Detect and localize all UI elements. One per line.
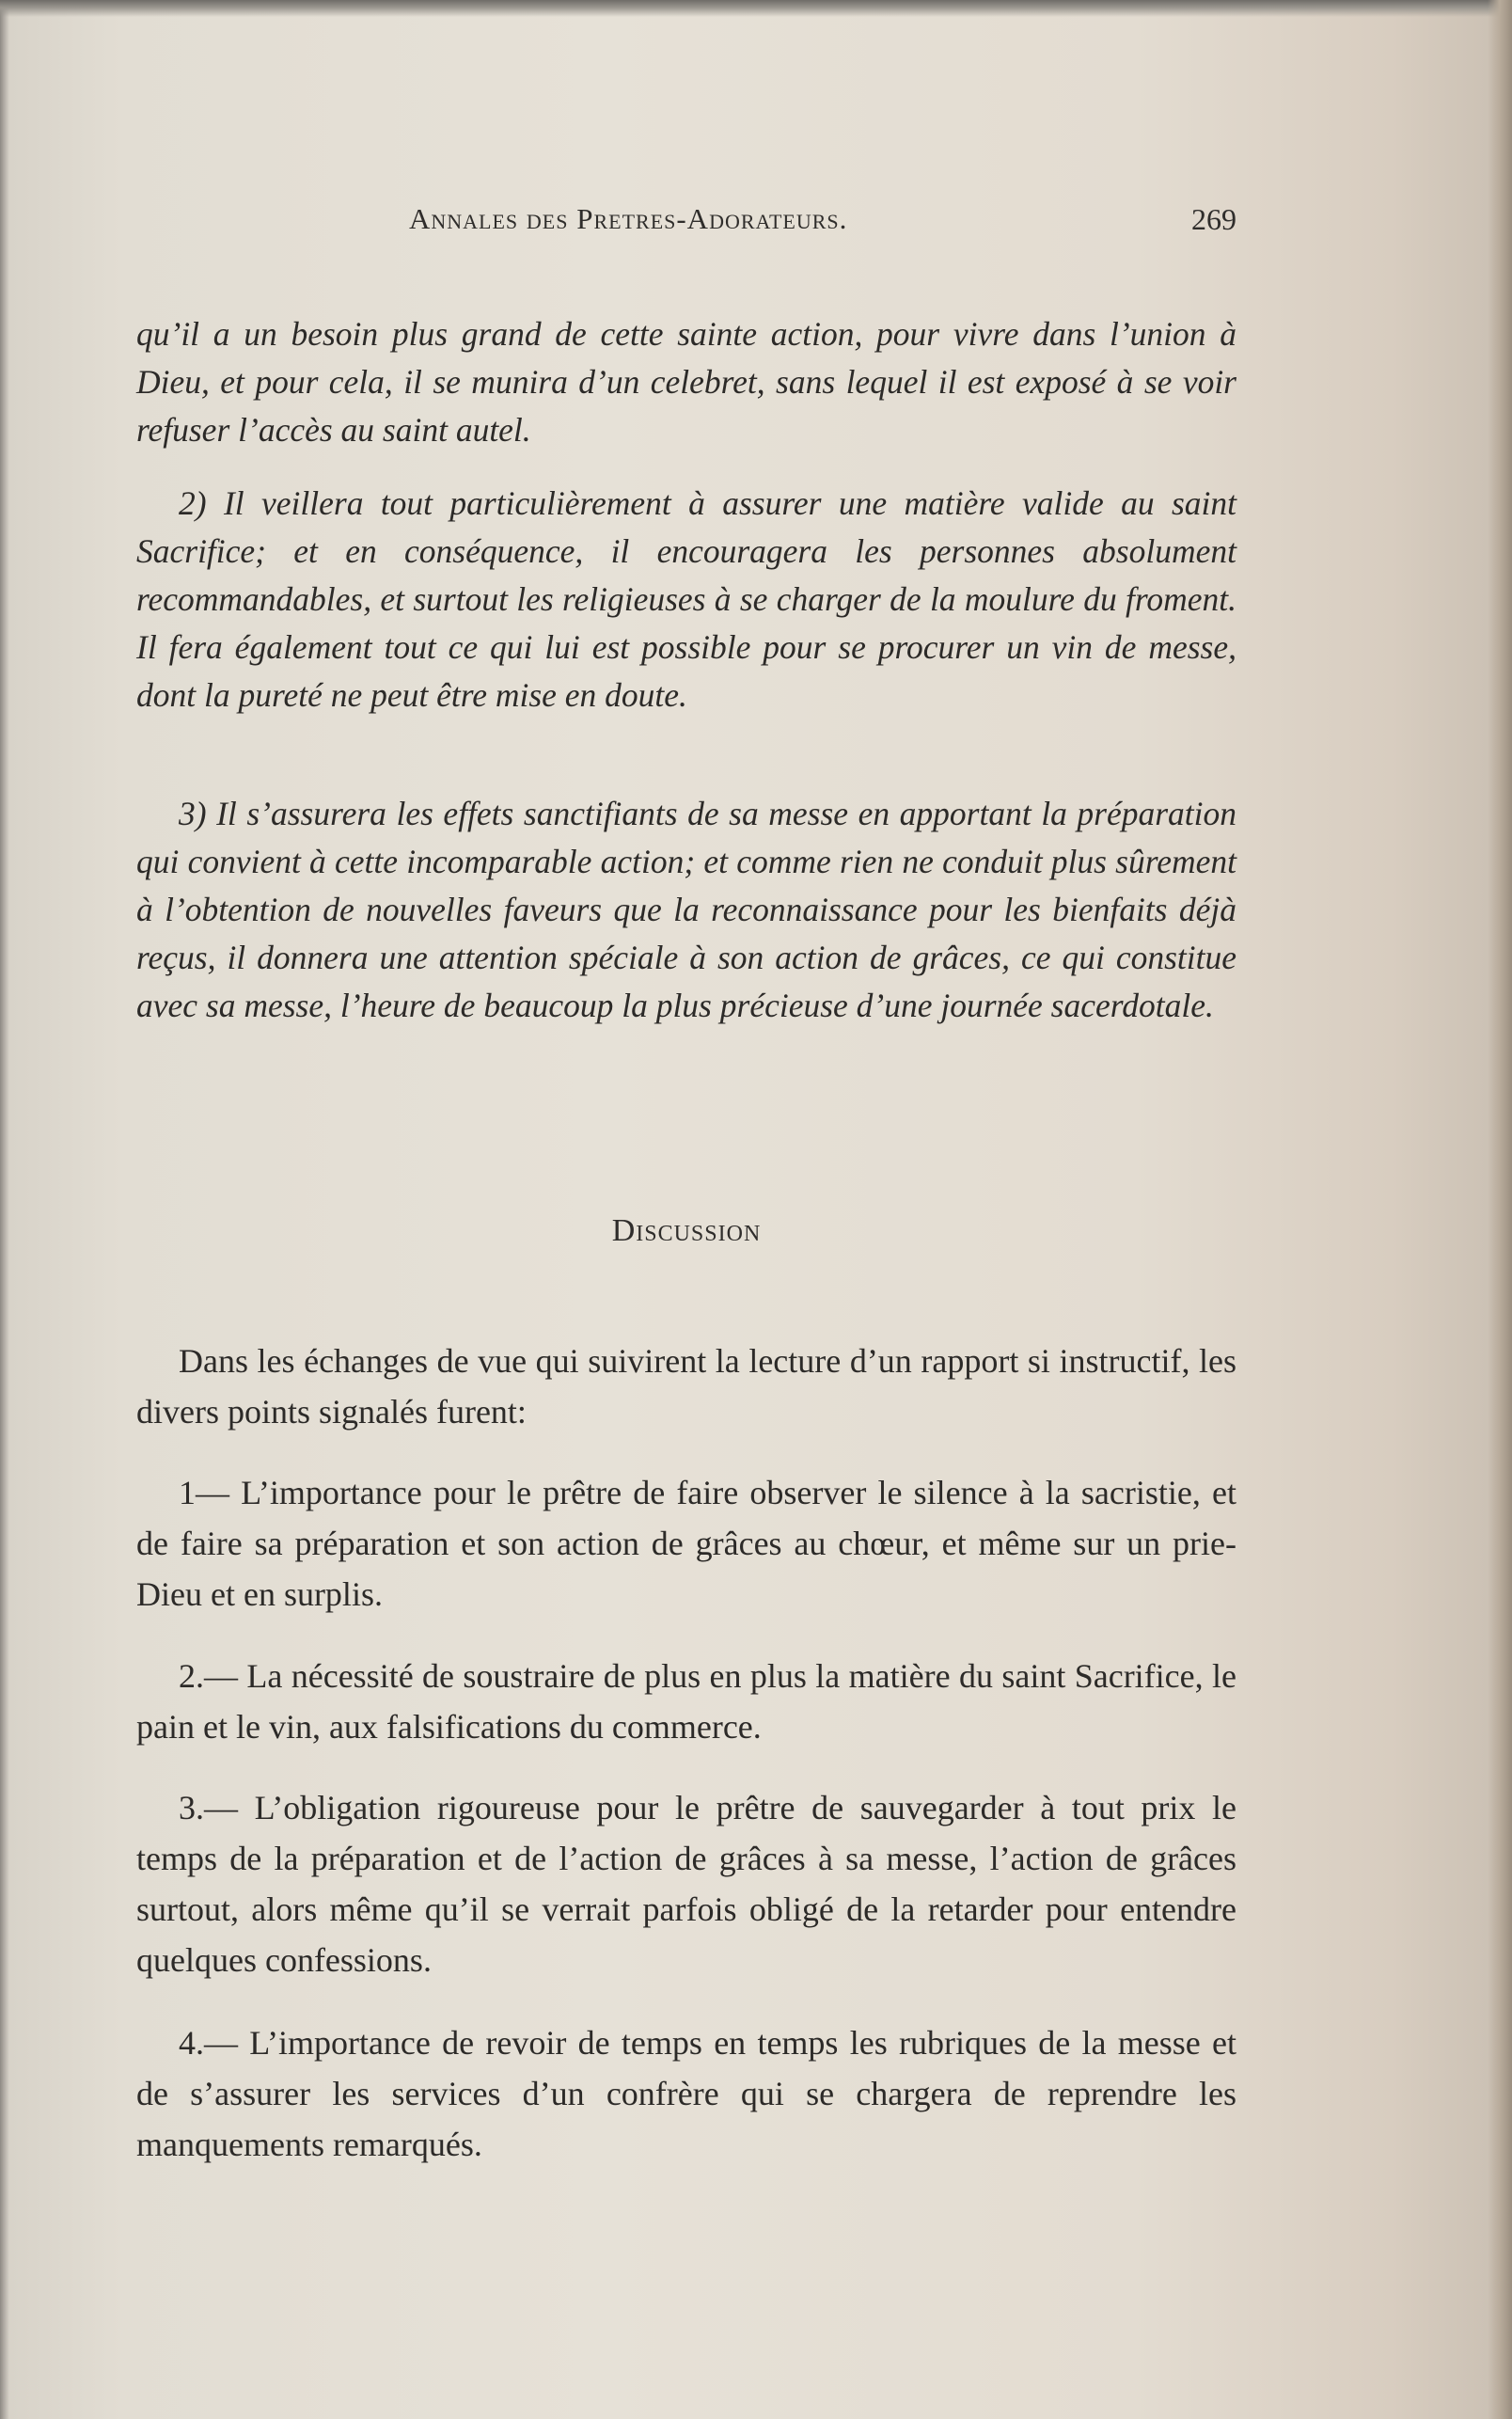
- discussion-paragraph: Dans les échanges de vue qui suivirent la lecture d’un rapport si instructif, les divers points signalés furent:: [136, 1342, 1236, 1431]
- italic-paragraph: qu’il a un besoin plus grand de cette sainte action, pour vivre dans l’union à Dieu, et pour cela, il se munira d’un celebret, sans lequel il est exposé à se voir refuser l’accès au saint autel.: [136, 315, 1236, 449]
- italic-paragraph: 2) Il veillera tout particulièrement à assurer une matière valide au saint Sacrifice; et en conséquence, il encouragera les personnes absolument recommandables, et surtout les religieuses à se charger de la moulure du froment. Il fera également tout ce qui lui est possible pour se procurer un vin de messe, dont la pureté ne peut être mise en doute.: [136, 484, 1236, 714]
- page-top-edge: [0, 0, 1512, 17]
- italic-paragraph-1-block: [136, 310, 1236, 454]
- running-title: Annales des Pretres-Adorateurs.: [409, 202, 848, 235]
- page-number: 269: [1191, 202, 1236, 236]
- discussion-paragraph-2-block: [136, 1467, 1236, 1620]
- discussion-paragraph-5-block: [136, 2017, 1236, 2170]
- italic-paragraph-3-block: [136, 790, 1236, 1030]
- discussion-paragraph-1-block: [136, 1336, 1236, 1437]
- discussion-paragraph: 2.— La nécessité de soustraire de plus en plus la matière du saint Sacrifice, le pain et le vin, aux falsifications du commerce.: [136, 1657, 1236, 1746]
- discussion-paragraph: 3.— L’obligation rigoureuse pour le prêtre de sauvegarder à tout prix le temps de la préparation et de l’action de grâces à sa messe, l’action de grâces surtout, alors même qu’il se verrait parfois obligé de la retarder pour entendre quelques confessions.: [136, 1789, 1236, 1979]
- discussion-paragraph: 4.— L’importance de revoir de temps en temps les rubriques de la messe et de s’assurer les services d’un confrère qui se chargera de reprendre les manquements remarqués.: [136, 2024, 1236, 2163]
- discussion-paragraph: 1— L’importance pour le prêtre de faire observer le silence à la sacristie, et de faire sa préparation et son action de grâces au chœur, et même sur un prie-Dieu et en surplis.: [136, 1474, 1236, 1613]
- italic-paragraph: 3) Il s’assurera les effets sanctifiants de sa messe en apportant la préparation qui convient à cette incomparable action; et comme rien ne conduit plus sûrement à l’obtention de nouvelles faveurs que la reconnaissance pour les bienfaits déjà reçus, il donnera une attention spéciale à son action de grâces, ce qui constitue avec sa messe, l’heure de beaucoup la plus précieuse d’une journée sacerdotale.: [136, 795, 1236, 1024]
- discussion-paragraph-4-block: [136, 1782, 1236, 1985]
- running-head: [136, 202, 1236, 249]
- section-heading: Discussion: [611, 1213, 762, 1248]
- italic-paragraph-2-block: [136, 480, 1236, 719]
- discussion-paragraph-3-block: [136, 1651, 1236, 1752]
